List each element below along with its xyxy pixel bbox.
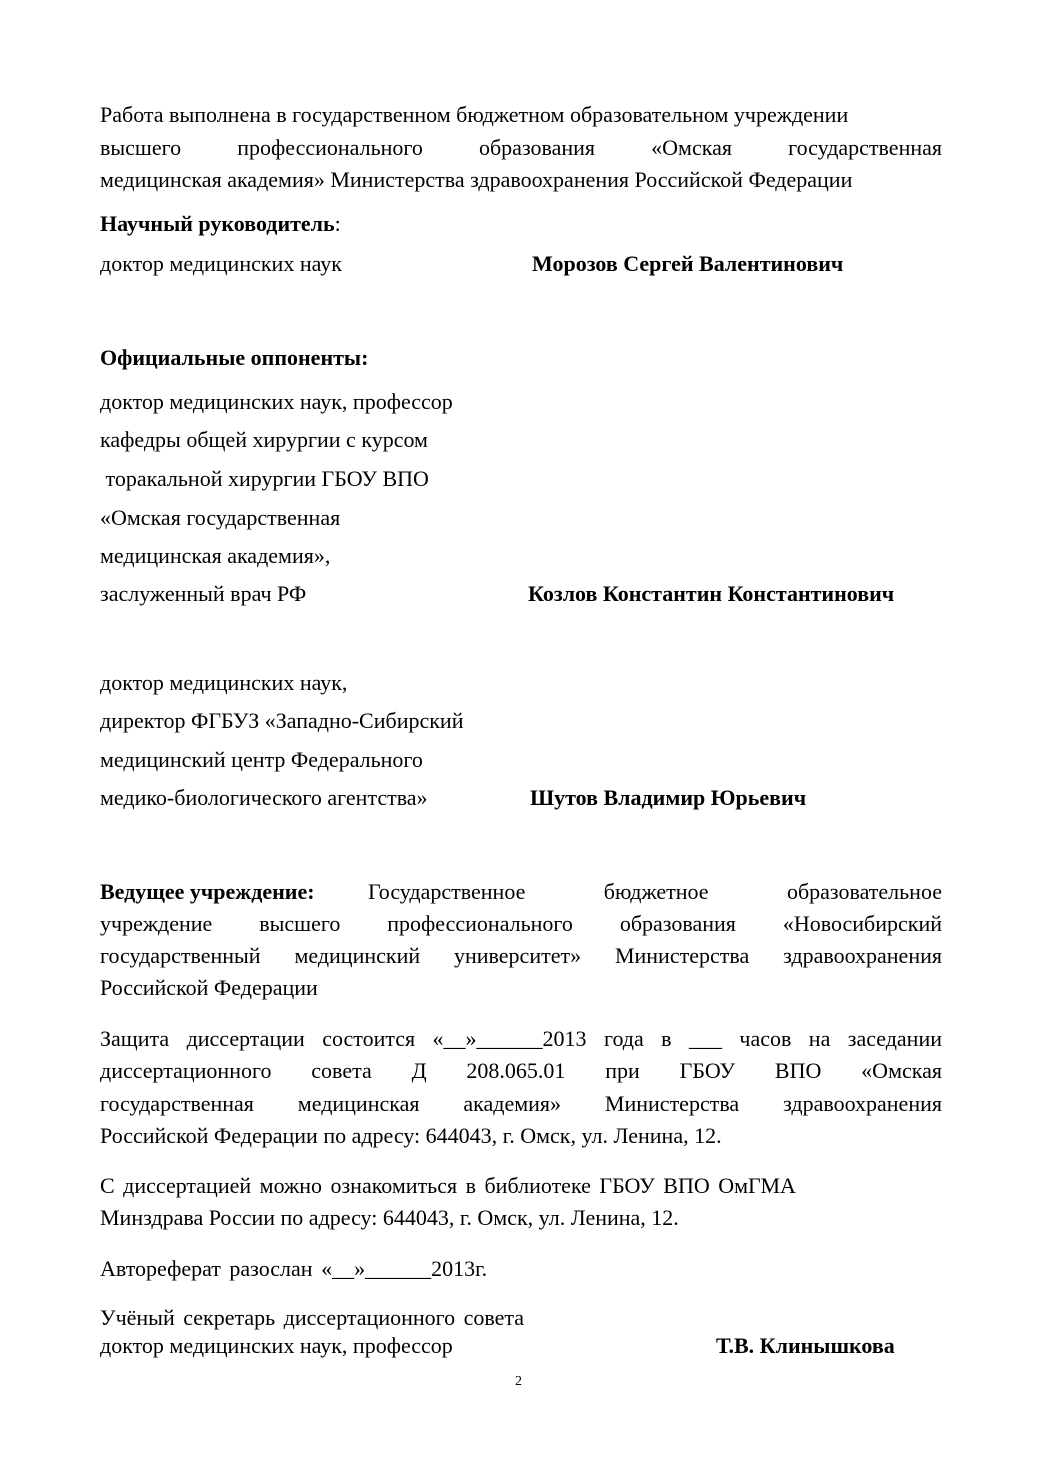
leading-line-4: Российской Федерации	[100, 975, 318, 1000]
supervisor-name: Морозов Сергей Валентинович	[532, 251, 844, 276]
secretary-line-1: Учёный секретарь диссертационного совета	[100, 1305, 525, 1330]
opponent-1-line-5: медицинская академия»,	[100, 543, 331, 568]
secretary-line-2: доктор медицинских наук, профессор	[100, 1333, 453, 1358]
opponent-1-name: Козлов Константин Константинович	[528, 581, 895, 606]
abstract-sent: Автореферат разослан «__»______2013г.	[100, 1256, 488, 1281]
secretary-name: Т.В. Клинышкова	[716, 1333, 895, 1358]
defense-line-2: диссертационного совета Д 208.065.01 при ГБОУ ВПО «Омская	[100, 1058, 942, 1083]
opponent-1-line-1: доктор медицинских наук, профессор	[100, 389, 453, 414]
intro-line-1: Работа выполнена в государственном бюджетном образовательном учреждении	[100, 102, 849, 127]
intro-line-2: высшего профессионального образования «Омская государственная	[100, 135, 942, 160]
leading-label: Ведущее учреждение:	[100, 879, 315, 904]
opponent-1-line-2: кафедры общей хирургии с курсом	[100, 427, 428, 452]
opponent-1-line-4: «Омская государственная	[100, 505, 341, 530]
library-line-2: Минздрава России по адресу: 644043, г. Омск, ул. Ленина, 12.	[100, 1205, 679, 1230]
opponent-1-line-3: торакальной хирургии ГБОУ ВПО	[100, 466, 429, 491]
opponent-1-line-6: заслуженный врач РФ	[100, 581, 307, 606]
opponent-2-line-3: медицинский центр Федерального	[100, 747, 423, 772]
supervisor-degree: доктор медицинских наук	[100, 251, 342, 276]
opponent-2-name: Шутов Владимир Юрьевич	[530, 785, 807, 810]
defense-line-1: Защита диссертации состоится «__»______2013 года в ___ часов на заседании	[100, 1026, 942, 1051]
leading-line-3: государственный медицинский университет» Министерства здравоохранения	[100, 943, 942, 968]
defense-line-4: Российской Федерации по адресу: 644043, г. Омск, ул. Ленина, 12.	[100, 1123, 722, 1148]
defense-line-3: государственная медицинская академия» Министерства здравоохранения	[100, 1091, 942, 1116]
intro-line-3: медицинская академия» Министерства здравоохранения Российской Федерации	[100, 167, 853, 192]
opponents-heading: Официальные оппоненты:	[100, 345, 369, 370]
supervisor-heading: Научный руководитель	[100, 211, 335, 236]
leading-line-1-rest: Государственное бюджетное образовательное	[368, 879, 942, 904]
supervisor-heading-colon: :	[334, 211, 341, 236]
library-line-1: С диссертацией можно ознакомиться в библиотеке ГБОУ ВПО ОмГМА	[100, 1173, 796, 1198]
page-number: 2	[515, 1374, 522, 1389]
opponent-2-line-1: доктор медицинских наук,	[100, 670, 348, 695]
supervisor-heading-block	[100, 213, 341, 235]
opponent-2-line-2: директор ФГБУЗ «Западно-Сибирский	[100, 708, 464, 733]
leading-line-2: учреждение высшего профессионального образования «Новосибирский	[100, 911, 942, 936]
opponent-2-line-4: медико-биологического агентства»	[100, 785, 428, 810]
